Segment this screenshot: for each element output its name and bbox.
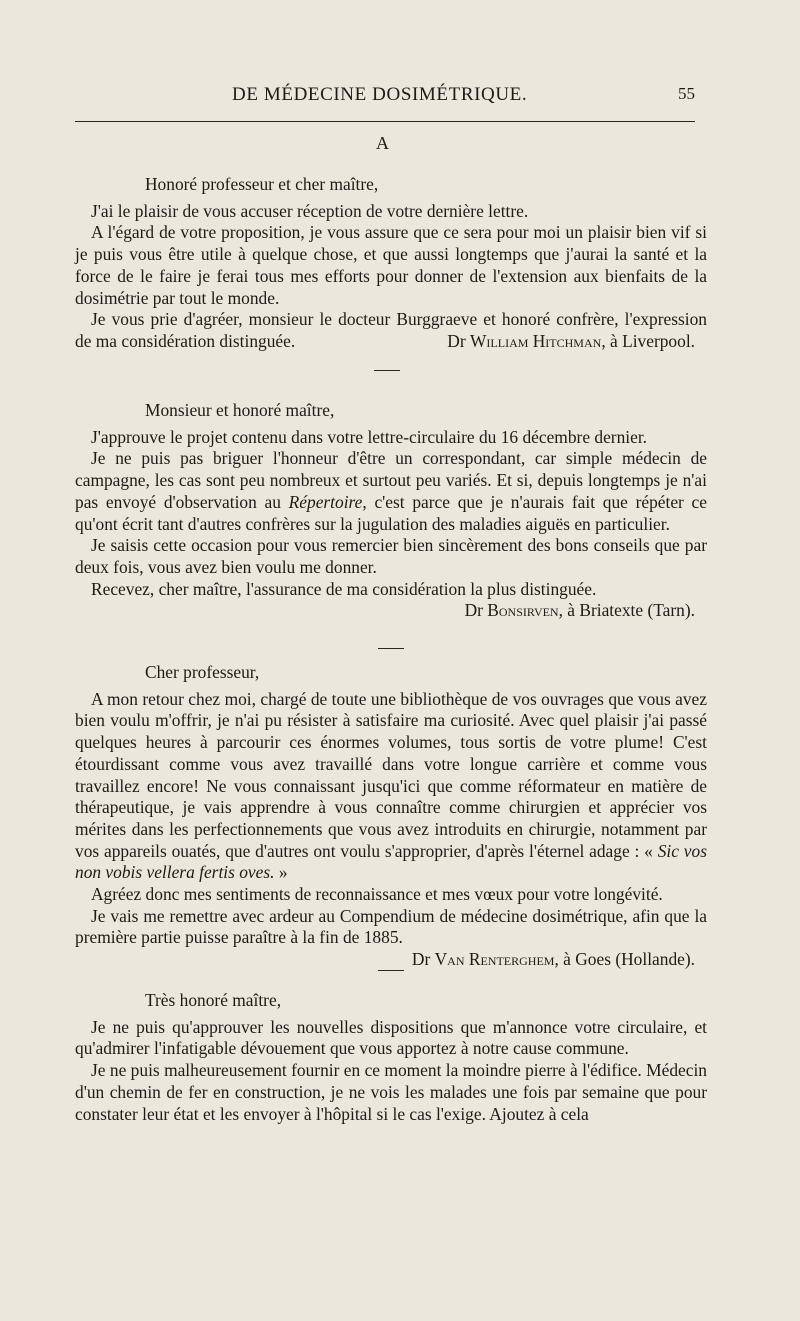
salutation: Très honoré maître,: [145, 990, 282, 1010]
letter-separator: [378, 648, 404, 649]
signature: Dr William Hitchman, à Liverpool.: [447, 330, 695, 351]
letter-separator: [378, 970, 404, 971]
paragraph: Je vais me remettre avec ardeur au Compendium de médecine dosimétrique, afin que la première partie puisse paraître à la fin de 1885.: [75, 905, 707, 948]
letter-separator: [374, 370, 400, 371]
paragraph: A l'égard de votre proposition, je vous assure que ce sera pour moi un plaisir bien vif si je puis vous être utile à quelque chose, et que aussi longtemps que j'aurai la santé et la force de le faire je ferai tous mes efforts pour donner de l'extension aux bienfaits de la dosimétrie par tout le monde.: [75, 222, 707, 308]
page-header: [0, 84, 800, 114]
paragraph: Je ne puis qu'approuver les nouvelles dispositions que m'annonce votre circulaire, et qu'admirer l'infatigable dévouement que vous apportez à notre cause commune.: [75, 1016, 707, 1059]
signature: Dr Van Renterghem, à Goes (Hollande).: [411, 949, 695, 970]
salutation: Honoré professeur et cher maître,: [145, 174, 379, 194]
paragraph: J'approuve le projet contenu dans votre lettre-circulaire du 16 décembre dernier.: [91, 426, 648, 447]
page-number: 55: [678, 84, 695, 103]
letter-incomplete: [75, 990, 707, 1125]
salutation: Monsieur et honoré maître,: [145, 400, 335, 420]
italic-phrase: Sic vos non vobis vellera fertis oves.: [75, 840, 707, 883]
signature: Dr Bonsirven, à Briatexte (Tarn).: [464, 600, 695, 621]
paragraph: Je ne puis pas briguer l'honneur d'être un correspondant, car simple médecin de campagne, les cas sont peu nombreux et surtout peu variés. Et si, depuis longtemps je n'ai pas envoyé d'observation au Répertoire, c'est parce que je n'aurais fait que répéter ce qu'ont écrit tant d'autres confrères sur la jugulation des maladies aiguës en particulier.: [75, 448, 707, 534]
paragraph: Je saisis cette occasion pour vous remercier bien sincèrement des bons conseils que par deux fois, vous avez bien voulu me donner.: [75, 535, 707, 577]
section-letter: A: [376, 133, 389, 153]
letter-hitchman: [75, 174, 707, 353]
paragraph: Recevez, cher maître, l'assurance de ma considération la plus distinguée.: [91, 578, 597, 599]
running-title: DE MÉDECINE DOSIMÉTRIQUE.: [232, 84, 528, 105]
header-rule: [75, 121, 695, 122]
letter-bonsirven: [75, 400, 707, 622]
paragraph: J'ai le plaisir de vous accuser réception de votre dernière lettre.: [91, 200, 529, 221]
paragraph: Je ne puis malheureusement fournir en ce moment la moindre pierre à l'édifice. Médecin d'un chemin de fer en construction, je ne vois les malades une fois par semaine que pour constater leur état et les envoyer à l'hôpital si le cas l'exige. Ajoutez à cela: [75, 1060, 707, 1124]
paragraph: Agréez donc mes sentiments de reconnaissance et mes vœux pour votre longévité.: [91, 884, 663, 905]
paragraph: Je vous prie d'agréer, monsieur le docteur Burggraeve et honoré confrère, l'expression de ma considération distinguée. Dr William Hitchman, à Liverpool.: [75, 309, 707, 351]
paragraph: A mon retour chez moi, chargé de toute une bibliothèque de vos ouvrages que vous avez bien voulu m'offrir, je n'ai pu résister à satisfaire ma curiosité. Avec quel plaisir j'ai passé quelques heures à parcourir ces énormes volumes, tous sortis de votre plume! C'est étourdissant comme vous avez travaillé dans votre longue carrière et comme vous travaillez encore! Ne vous connaissant jusqu'ici que comme réformateur en matière de thérapeutique, je vais apprendre à vous connaître comme chirurgien et apprécier vos mérites dans les perfectionnements que vous avez introduits en chirurgie, notamment par vos appareils ouatés, que d'autres ont voulu s'approprier, d'après l'éternel adage : « Sic vos non vobis vellera fertis oves. »: [75, 688, 707, 883]
salutation: Cher professeur,: [145, 662, 260, 682]
letter-van-renterghem: [75, 662, 707, 971]
italic-phrase: Répertoire: [288, 491, 363, 512]
